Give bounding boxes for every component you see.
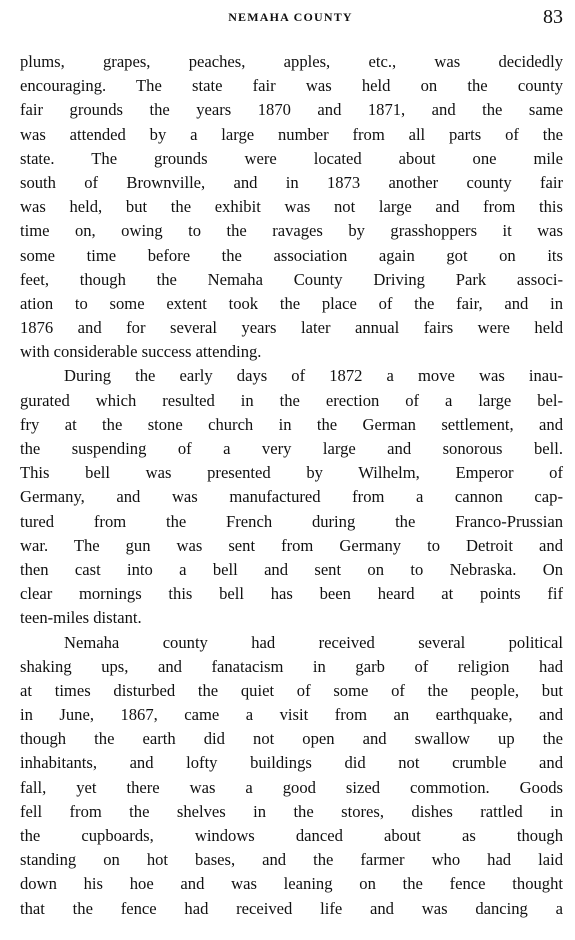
text-line: During the early days of 1872 a move was inau- bbox=[64, 366, 563, 386]
text-line: some time before the association again got on its bbox=[20, 245, 563, 265]
text-line: ation to some extent took the place of the fair, and in bbox=[20, 293, 563, 313]
text-line: Germany, and was manufactured from a cannon cap- bbox=[20, 487, 563, 507]
text-line: Nemaha county had received several political bbox=[64, 632, 563, 652]
text-line: in June, 1867, came a visit from an earthquake, and bbox=[20, 705, 563, 725]
text-line: inhabitants, and lofty buildings did not crumble and bbox=[20, 753, 563, 773]
text-line: plums, grapes, peaches, apples, etc., was decidedly bbox=[20, 52, 563, 71]
paragraph-2 bbox=[20, 364, 563, 630]
text-line: tured from the French during the Franco-Prussian bbox=[20, 511, 563, 531]
text-line: that the fence had received life and was dancing a bbox=[20, 898, 563, 918]
page-header bbox=[18, 6, 563, 28]
text-line: war. The gun was sent from Germany to Detroit and bbox=[20, 535, 563, 555]
paragraph-3 bbox=[20, 631, 563, 921]
text-line: teen-miles distant. bbox=[20, 608, 142, 628]
page-number: 83 bbox=[543, 6, 563, 28]
text-line: fry at the stone church in the German settlement, and bbox=[20, 414, 563, 434]
text-line: the suspending of a very large and sonorous bell. bbox=[20, 439, 563, 458]
text-line: standing on hot bases, and the farmer who had laid bbox=[20, 850, 563, 870]
running-head: NEMAHA COUNTY bbox=[228, 10, 353, 24]
text-line: shaking ups, and fanatacism in garb of religion had bbox=[20, 656, 563, 676]
text-line: with considerable success attending. bbox=[20, 342, 262, 362]
text-line: then cast into a bell and sent on to Nebraska. On bbox=[20, 559, 563, 579]
text-line: This bell was presented by Wilhelm, Emperor of bbox=[20, 463, 563, 483]
text-line: time on, owing to the ravages by grasshoppers it was bbox=[20, 221, 563, 241]
text-line: was held, but the exhibit was not large and from this bbox=[20, 197, 563, 217]
text-line: down his hoe and was leaning on the fence thought bbox=[20, 874, 563, 894]
text-line: feet, though the Nemaha County Driving Park associ- bbox=[20, 269, 563, 289]
text-line: encouraging. The state fair was held on the county bbox=[20, 76, 563, 96]
text-line: was attended by a large number from all parts of the bbox=[20, 124, 563, 144]
text-line: 1876 and for several years later annual fairs were held bbox=[20, 318, 563, 338]
text-line: though the earth did not open and swallow up the bbox=[20, 729, 563, 749]
paragraph-1 bbox=[20, 50, 563, 364]
body-text bbox=[20, 50, 563, 921]
text-line: at times disturbed the quiet of some of the people, but bbox=[20, 680, 563, 700]
text-line: fair grounds the years 1870 and 1871, and the same bbox=[20, 100, 563, 120]
text-line: south of Brownville, and in 1873 another county fair bbox=[20, 172, 563, 192]
text-line: gurated which resulted in the erection of a large bel- bbox=[20, 390, 563, 410]
text-line: the cupboards, windows danced about as though bbox=[20, 826, 563, 845]
text-line: fall, yet there was a good sized commotion. Goods bbox=[20, 777, 563, 797]
text-line: clear mornings this bell has been heard at points fif bbox=[20, 584, 563, 604]
text-line: state. The grounds were located about one mile bbox=[20, 148, 563, 168]
text-line: fell from the shelves in the stores, dishes rattled in bbox=[20, 801, 563, 821]
